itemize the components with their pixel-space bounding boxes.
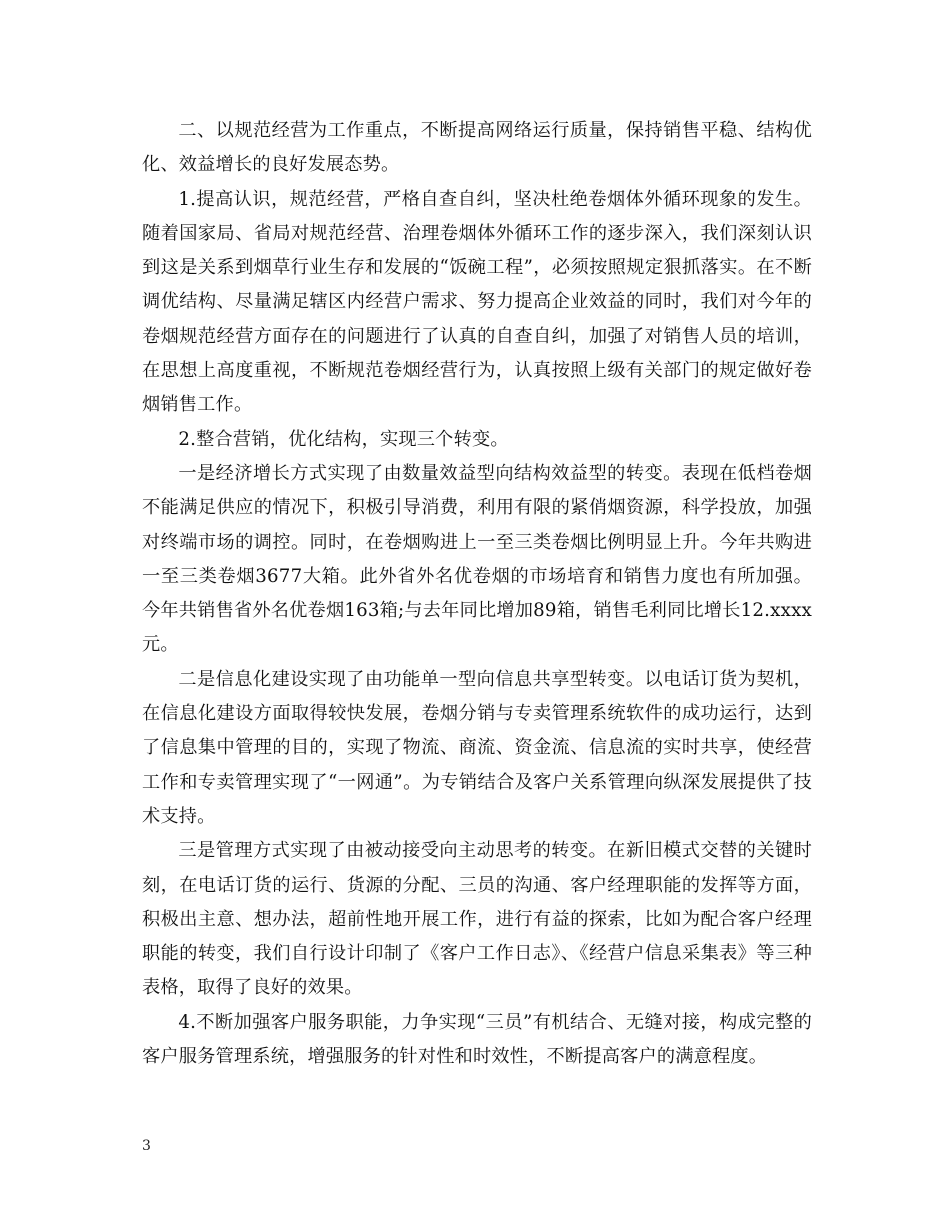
paragraph-item-4: 4.不断加强客户服务职能，力争实现“三员”有机结合、无缝对接，构成完整的客户服务管理系统，增强服务的针对性和时效性，不断提高客户的满意程度。 (142, 1011, 812, 1068)
paragraph-second-change: 二是信息化建设实现了由功能单一型向信息共享型转变。以电话订货为契机，在信息化建设方面取得较快发展，卷烟分销与专卖管理系统软件的成功运行，达到了信息集中管理的目的，实现了物流、商流、资金流、信息流的实时共享，使经营工作和专卖管理实现了“一网通”。为专销结合及客户关系管理向纵深发展提供了技术支持。 (142, 668, 812, 827)
paragraph-third-change: 三是管理方式实现了由被动接受向主动思考的转变。在新旧模式交替的关键时刻，在电话订货的运行、货源的分配、三员的沟通、客户经理职能的发挥等方面，积极出主意、想办法，超前性地开展工作，进行有益的探索，比如为配合客户经理职能的转变，我们自行设计印制了《客户工作日志》、《经营户信息采集表》等三种表格，取得了良好的效果。 (142, 840, 812, 999)
page-number: 3 (142, 1138, 151, 1154)
paragraph-first-change: 一是经济增长方式实现了由数量效益型向结构效益型的转变。表现在低档卷烟不能满足供应的情况下，积极引导消费，利用有限的紧俏烟资源，科学投放，加强对终端市场的调控。同时，在卷烟购进上一至三类卷烟比例明显上升。今年共购进一至三类卷烟3677大箱。此外省外名优卷烟的市场培育和销售力度也有所加强。今年共销售省外名优卷烟163箱;与去年同比增加89箱，销售毛利同比增长12.xxxx元。 (142, 462, 812, 656)
paragraph-section-two: 二、以规范经营为工作重点，不断提高网络运行质量，保持销售平稳、结构优化、效益增长的良好发展态势。 (142, 120, 812, 176)
paragraph-item-1: 1.提高认识，规范经营，严格自查自纠，坚决杜绝卷烟体外循环现象的发生。随着国家局、省局对规范经营、治理卷烟体外循环工作的逐步深入，我们深刻认识到这是关系到烟草行业生存和发展的“饭碗工程”，必须按照规定狠抓落实。在不断调优结构、尽量满足辖区内经营户需求、努力提高企业效益的同时，我们对今年的卷烟规范经营方面存在的问题进行了认真的自查自纠，加强了对销售人员的培训，在思想上高度重视，不断规范卷烟经营行为，认真按照上级有关部门的规定做好卷烟销售工作。 (142, 188, 812, 416)
document-body (142, 114, 812, 1074)
paragraph-item-2: 2.整合营销，优化结构，实现三个转变。 (178, 428, 509, 450)
